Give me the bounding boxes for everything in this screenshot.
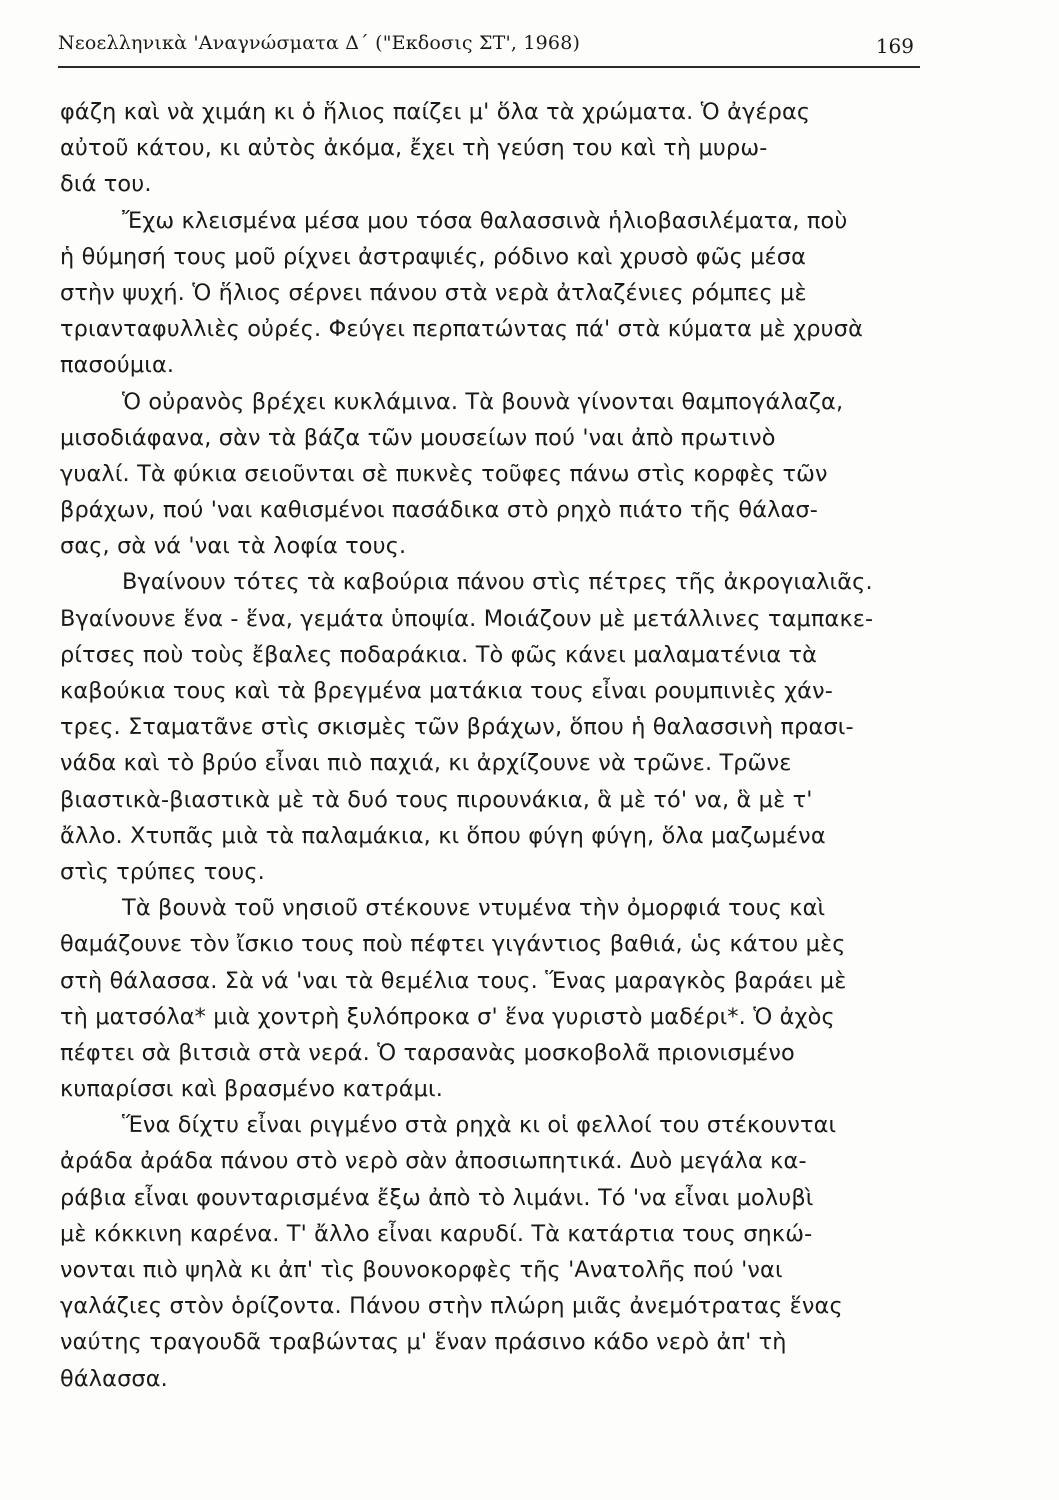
text-line: Βγαίνουν τότες τὰ καβούρια πάνου στὶς πέτρες τῆς ἀκρογιαλιᾶς.	[122, 569, 873, 596]
text-line: γυαλί. Τὰ φύκια σειοῦνται σὲ πυκνὲς τοῦφες πάνω στὶς κορφὲς τῶν	[60, 460, 828, 487]
text-line: Ἔχω κλεισμένα μέσα μου τόσα θαλασσινὰ ἡλιοβασιλέματα, ποὺ	[122, 207, 848, 234]
text-line: κυπαρίσσι καὶ βρασμένο κατράμι.	[60, 1076, 444, 1103]
body-text	[60, 94, 922, 1397]
text-line: φάζη καὶ νὰ χιμάη κι ὁ ἥλιος παίζει μ' ὅλα τὰ χρώματα. Ὁ ἀγέρας	[60, 99, 811, 125]
text-line: Ὁ οὐρανὸς βρέχει κυκλάμινα. Τὰ βουνὰ γίνονται θαμπογάλαζα,	[122, 388, 844, 415]
page-number: 169	[875, 34, 914, 58]
page-header	[58, 20, 920, 68]
text-line: νονται πιὸ ψηλὰ κι ἀπ' τὶς βουνοκορφὲς τῆς 'Ανατολῆς πού 'ναι	[60, 1257, 783, 1283]
text-line: σας, σὰ νά 'ναι τὰ λοφία τους.	[60, 533, 407, 560]
text-line: θάλασσα.	[60, 1365, 168, 1392]
text-line: ἄλλο. Χτυπᾶς μιὰ τὰ παλαμάκια, κι ὅπου φύγη φύγη, ὅλα μαζωμένα	[60, 822, 826, 849]
text-line: τριανταφυλλιὲς οὐρές. Φεύγει περπατώντας πά' στὰ κύματα μὲ χρυσὰ	[60, 316, 863, 343]
text-line: στὶς τρύπες τους.	[60, 858, 265, 885]
text-line: πασούμια.	[60, 352, 175, 379]
text-line: αὐτοῦ κάτου, κι αὐτὸς ἀκόμα, ἔχει τὴ γεύση του καὶ τὴ μυρω-	[60, 135, 768, 162]
text-line: διά του.	[60, 171, 152, 198]
text-line: καβούκια τους καὶ τὰ βρεγμένα ματάκια τους εἶναι ρουμπινιὲς χάν-	[60, 678, 833, 704]
text-line: τρες. Σταματᾶνε στὶς σκισμὲς τῶν βράχων, ὅπου ἡ θαλασσινὴ πρασι-	[60, 714, 854, 741]
text-line: γαλάζιες στὸν ὁρίζοντα. Πάνου στὴν πλώρη μιᾶς ἀνεμότρατας ἕνας	[60, 1293, 843, 1320]
text-line: στὴ θάλασσα. Σὰ νά 'ναι τὰ θεμέλια τους. Ἕνας μαραγκὸς βαράει μὲ	[60, 967, 847, 994]
text-line: ναύτης τραγουδᾶ τραβώντας μ' ἕναν πράσινο κάδο νερὸ ἀπ' τὴ	[60, 1329, 787, 1356]
text-line: πέφτει σὰ βιτσιὰ στὰ νερά. Ὁ ταρσανὰς μοσκοβολᾶ πριονισμένο	[60, 1039, 795, 1066]
text-line: μισοδιάφανα, σὰν τὰ βάζα τῶν μουσείων πού 'ναι ἀπὸ πρωτινὸ	[60, 424, 776, 451]
text-line: ρίτσες ποὺ τοὺς ἔβαλες ποδαράκια. Τὸ φῶς κάνει μαλαματένια τὰ	[60, 641, 818, 668]
text-line: ἡ θύμησή τους μοῦ ρίχνει ἀστραψιές, ρόδινο καὶ χρυσὸ φῶς μέσα	[60, 243, 807, 270]
text-line: βιαστικὰ-βιαστικὰ μὲ τὰ δυό τους πιρουνάκια, ἃ μὲ τό' να, ἃ μὲ τ'	[60, 786, 813, 813]
text-line: στὴν ψυχή. Ὁ ἥλιος σέρνει πάνου στὰ νερὰ ἀτλαζένιες ρόμπες μὲ	[60, 279, 807, 306]
text-line: Ἕνα δίχτυ εἶναι ριγμένο στὰ ρηχὰ κι οἱ φελλοί του στέκουνται	[122, 1112, 837, 1139]
text-line: νάδα καὶ τὸ βρύο εἶναι πιὸ παχιά, κι ἀρχίζουνε νὰ τρῶνε. Τρῶνε	[60, 750, 792, 777]
text-line: Βγαίνουνε ἕνα - ἕνα, γεμάτα ὑποψία. Μοιάζουν μὲ μετάλλινες ταμπακε-	[60, 605, 874, 632]
text-line: τὴ ματσόλα* μιὰ χοντρὴ ξυλόπροκα σ' ἕνα γυριστὸ μαδέρι*. Ὁ ἀχὸς	[60, 1003, 835, 1030]
text-line: Τὰ βουνὰ τοῦ νησιοῦ στέκουνε ντυμένα τὴν ὀμορφιά τους καὶ	[122, 895, 826, 922]
text-line: μὲ κόκκινη καρένα. Τ' ἄλλο εἶναι καρυδί. Τὰ κατάρτια τους σηκώ-	[60, 1220, 813, 1247]
running-head: Νεοελληνικὰ 'Αναγνώσματα Δ΄ ("Εκδοσις ΣΤ', 1968)	[58, 32, 581, 54]
text-line: ἀράδα ἀράδα πάνου στὸ νερὸ σὰν ἀποσιωπητικά. Δυὸ μεγάλα κα-	[60, 1148, 807, 1175]
text-line: βράχων, πού 'ναι καθισμένοι πασάδικα στὸ ρηχὸ πιάτο τῆς θάλασ-	[60, 497, 818, 524]
text-line: θαμάζουνε τὸν ἴσκιο τους ποὺ πέφτει γιγάντιος βαθιά, ὡς κάτου μὲς	[60, 931, 846, 958]
text-line: ράβια εἶναι φουνταρισμένα ἔξω ἀπὸ τὸ λιμάνι. Τό 'να εἶναι μολυβὶ	[60, 1184, 814, 1211]
